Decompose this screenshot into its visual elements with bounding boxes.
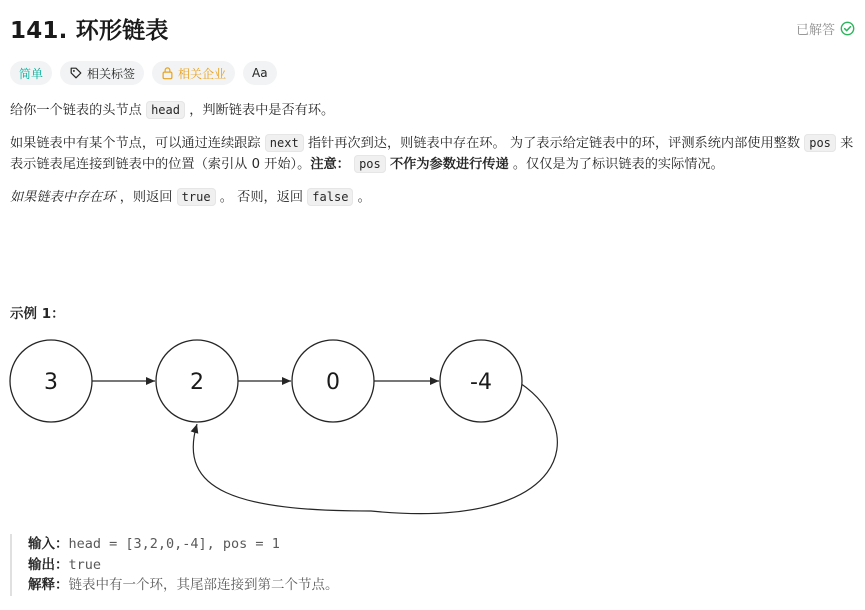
problem-description bbox=[10, 100, 856, 220]
output-label: 输出： bbox=[28, 556, 69, 573]
companies-tag-button[interactable] bbox=[152, 61, 235, 85]
topics-tag-button[interactable] bbox=[60, 61, 144, 85]
node-value: 3 bbox=[44, 370, 58, 395]
description-paragraph-2: 如果链表中有某个节点，可以通过连续跟踪 next 指针再次到达，则链表中存在环。 为了表示给定链表中的环，评测系统内部使用整数 pos 来表示链表尾连接到链表中的位置（索引从 0 开始）。注意： pos 不作为参数进行传递 。仅仅是为了标识链表的实际情况。 bbox=[10, 136, 854, 172]
tag-bar bbox=[10, 61, 277, 85]
list-node bbox=[156, 340, 238, 422]
explanation-label: 解释： bbox=[28, 577, 69, 593]
input-label: 输入： bbox=[28, 536, 69, 552]
problem-title[interactable]: 141. 环形链表 bbox=[10, 17, 169, 44]
companies-tag-label: 相关企业 bbox=[178, 66, 227, 81]
description-paragraph-3: 如果链表中存在环 ，则返回 true 。 否则，返回 false 。 bbox=[10, 190, 371, 205]
tag-icon bbox=[69, 66, 83, 80]
topics-tag-label: 相关标签 bbox=[87, 66, 136, 81]
description-paragraph-1: 给你一个链表的头节点 head ，判断链表中是否有环。 bbox=[10, 103, 335, 118]
node-value: 0 bbox=[326, 370, 340, 395]
example-io bbox=[10, 534, 339, 596]
linked-list-diagram bbox=[0, 330, 580, 525]
difficulty-label: 简单 bbox=[19, 66, 44, 81]
explanation-value: 链表中有一个环，其尾部连接到第二个节点。 bbox=[68, 577, 339, 593]
node-value: 2 bbox=[190, 370, 204, 395]
inline-code: false bbox=[307, 188, 353, 206]
solved-label: 已解答 bbox=[795, 22, 835, 38]
input-value: head = [3,2,0,-4], pos = 1 bbox=[68, 536, 280, 552]
example-explanation-row bbox=[28, 575, 339, 596]
difficulty-tag[interactable] bbox=[10, 61, 52, 85]
inline-code: pos bbox=[354, 155, 386, 173]
example-output-row bbox=[28, 555, 339, 576]
example-input-row bbox=[28, 534, 339, 555]
inline-code: true bbox=[177, 188, 216, 206]
node-value: -4 bbox=[470, 370, 492, 395]
lock-icon bbox=[161, 66, 174, 80]
solved-status bbox=[796, 19, 855, 38]
inline-code: next bbox=[265, 134, 304, 152]
font-toggle-button[interactable] bbox=[243, 61, 277, 85]
check-circle-icon bbox=[840, 21, 855, 36]
list-node bbox=[10, 340, 92, 422]
output-value: true bbox=[68, 556, 102, 573]
list-node bbox=[292, 340, 374, 422]
inline-code: pos bbox=[804, 134, 836, 152]
font-toggle-icon: Aa bbox=[252, 66, 268, 80]
title-row bbox=[10, 10, 855, 46]
example-title: 示例 1： bbox=[10, 306, 65, 322]
inline-code: head bbox=[146, 101, 185, 119]
list-node bbox=[440, 340, 522, 422]
note-label: 注意： bbox=[310, 157, 350, 172]
note-emphasis: 不作为参数进行传递 bbox=[389, 157, 509, 172]
